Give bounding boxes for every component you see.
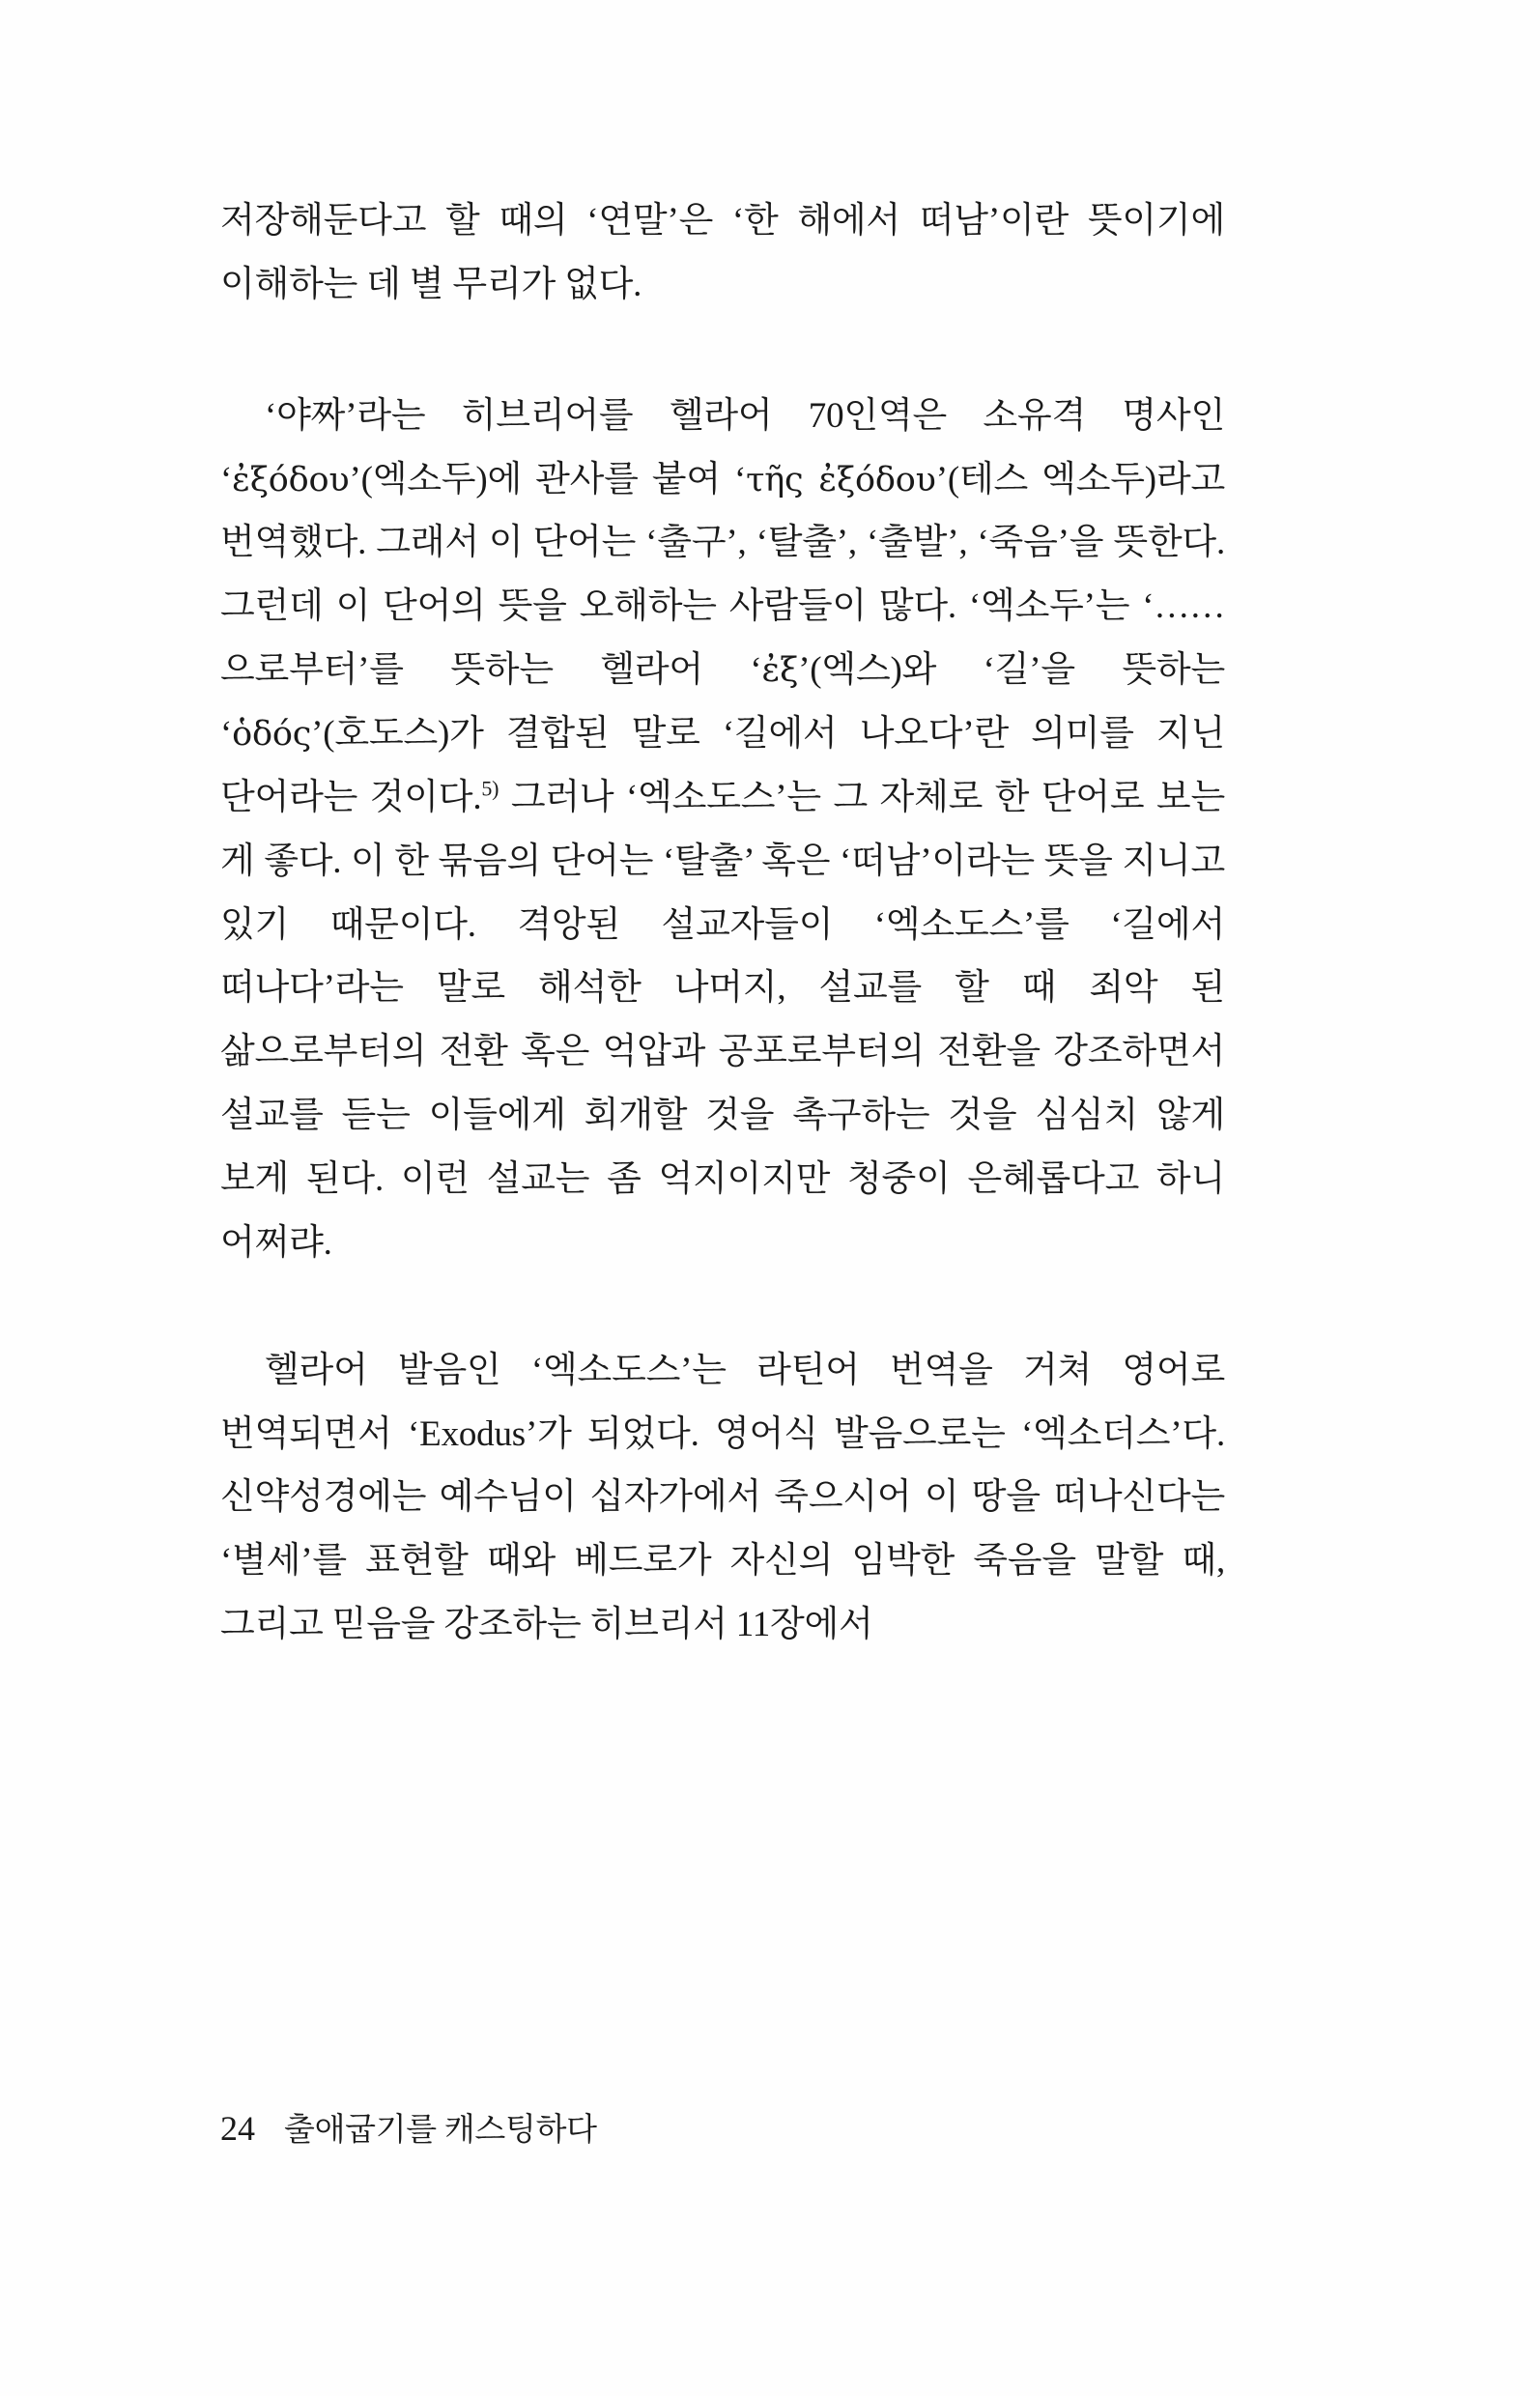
paragraph-spacer xyxy=(220,317,1225,385)
greek-term: ὁδός xyxy=(232,715,312,755)
paragraph-spacer xyxy=(220,1275,1225,1339)
footnote-marker[interactable]: 5) xyxy=(481,776,499,801)
running-title: 출애굽기를 캐스팅하다 xyxy=(284,2113,597,2148)
page-body xyxy=(220,189,1225,1657)
greek-term: ἐξ xyxy=(761,651,799,691)
paragraph-2: ‘야짜’라는 히브리어를 헬라어 70인역은 소유격 명사인 ‘ἐξόδου’(엑소두)에 관사를 붙여 ‘τῆς ἐξόδου’(테스 엑소두)라고 번역했다. 그래서 이 단어는 ‘출구’, ‘탈출’, ‘출발’, ‘죽음’을 뜻한다. 그런데 이 단어의 뜻을 오해하는 사람들이 많다. ‘엑소두’는 ‘……으로부터’를 뜻하는 헬라어 ‘ἐξ’(엑스)와 ‘길’을 뜻하는 ‘ὁδός’(호도스)가 결합된 말로 ‘길에서 나오다’란 의미를 지닌 단어라는 것이다.$^{5)}$ 그러나 ‘엑소도스’는 그 자체로 한 단어로 보는 게 좋다. 이 한 묶음의 단어는 ‘탈출’ 혹은 ‘떠남’이라는 뜻을 지니고 있기 때문이다. 격앙된 설교자들이 ‘엑소도스’를 ‘길에서 떠나다’라는 말로 해석한 나머지, 설교를 할 때 죄악 된 삶으로부터의 전환 혹은 억압과 공포로부터의 전환을 강조하면서 설교를 듣는 이들에게 회개할 것을 촉구하는 것을 심심치 않게 보게 된다. 이런 설교는 좀 억지이지만 청중이 은혜롭다고 하니 어쩌랴. xyxy=(220,395,1225,1263)
page-footer xyxy=(220,2104,1225,2150)
paragraph-1: 저장해둔다고 할 때의 ‘연말’은 ‘한 해에서 떠남’이란 뜻이기에 이해하는 데 별 무리가 없다. xyxy=(220,201,1225,304)
greek-term: τῆς ἐξόδου xyxy=(746,460,936,499)
greek-term: ἐξόδου xyxy=(232,460,350,499)
page-number: 24 xyxy=(220,2109,255,2148)
paragraph-3: 헬라어 발음인 ‘엑소도스’는 라틴어 번역을 거쳐 영어로 번역되면서 ‘Exodus’가 되었다. 영어식 발음으로는 ‘엑소더스’다. 신약성경에는 예수님이 십자가에서 죽으시어 이 땅을 떠나신다는 ‘별세’를 표현할 때와 베드로가 자신의 임박한 죽음을 말할 때, 그리고 믿음을 강조하는 히브리서 11장에서 xyxy=(220,1350,1225,1645)
